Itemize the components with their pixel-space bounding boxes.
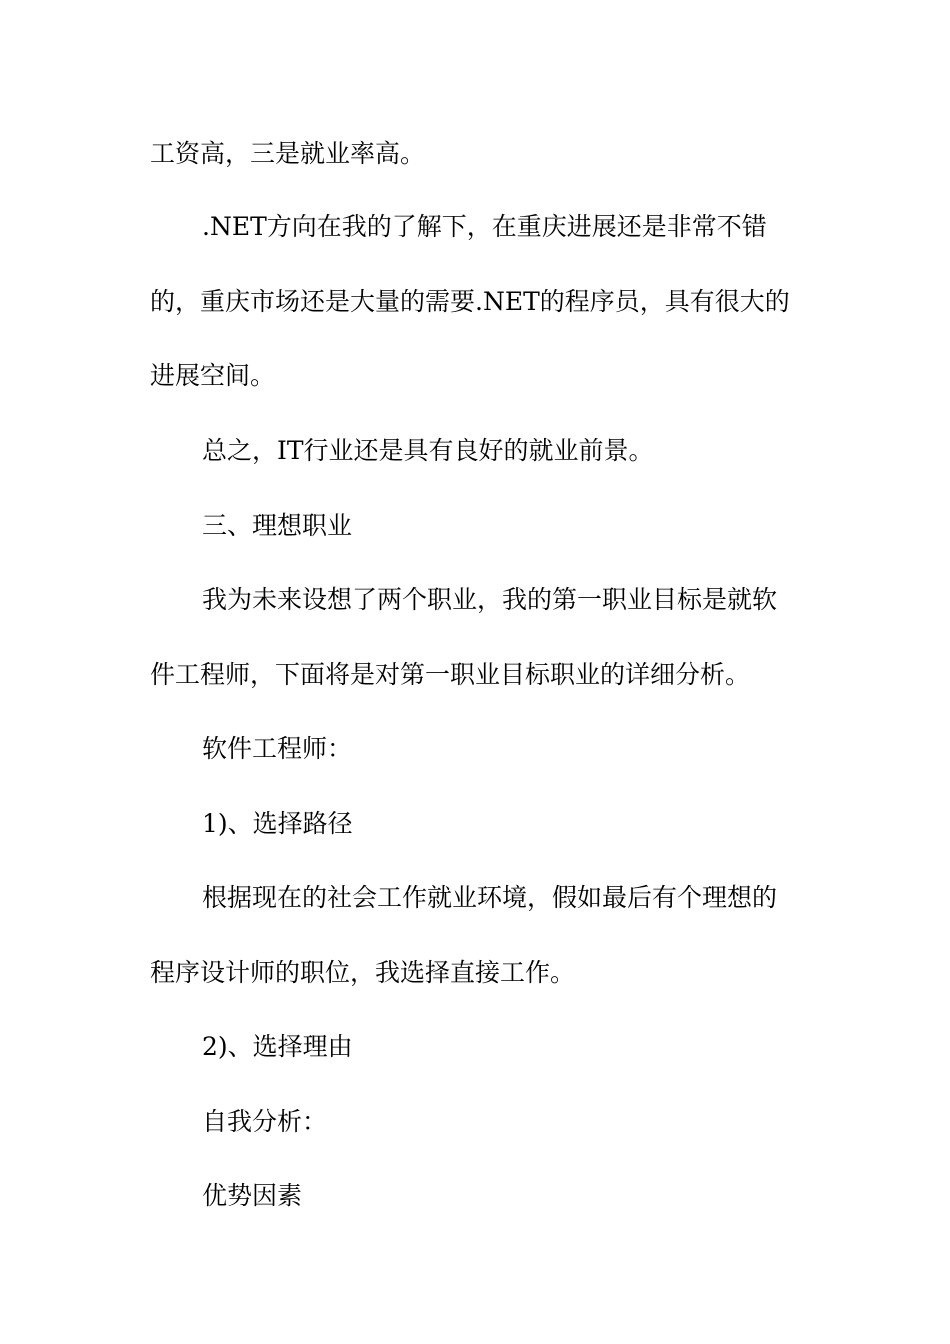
subheading-strengths: 优势因素 xyxy=(202,1181,303,1210)
subheading-software-engineer: 软件工程师： xyxy=(202,734,353,763)
paragraph-it-prospects: 总之，IT行业还是具有良好的就业前景。 xyxy=(202,436,654,465)
subheading-choose-path: 1)、选择路径 xyxy=(202,809,353,838)
paragraph-career-goals: 我为未来设想了两个职业，我的第一职业目标是就软件工程师，下面将是对第一职业目标职业的详细分析。 xyxy=(150,585,778,689)
section-heading-ideal-career: 三、理想职业 xyxy=(202,511,353,540)
paragraph-work-environment: 根据现在的社会工作就业环境，假如最后有个理想的程序设计师的职位，我选择直接工作。 xyxy=(150,883,778,987)
paragraph-net-direction: .NET方向在我的了解下，在重庆进展还是非常不错的，重庆市场还是大量的需要.NET的程序员，具有很大的进展空间。 xyxy=(150,212,790,390)
subheading-choose-reason: 2)、选择理由 xyxy=(202,1032,353,1061)
paragraph-salary-employment: 工资高，三是就业率高。 xyxy=(150,139,426,168)
subheading-self-analysis: 自我分析： xyxy=(202,1107,328,1136)
